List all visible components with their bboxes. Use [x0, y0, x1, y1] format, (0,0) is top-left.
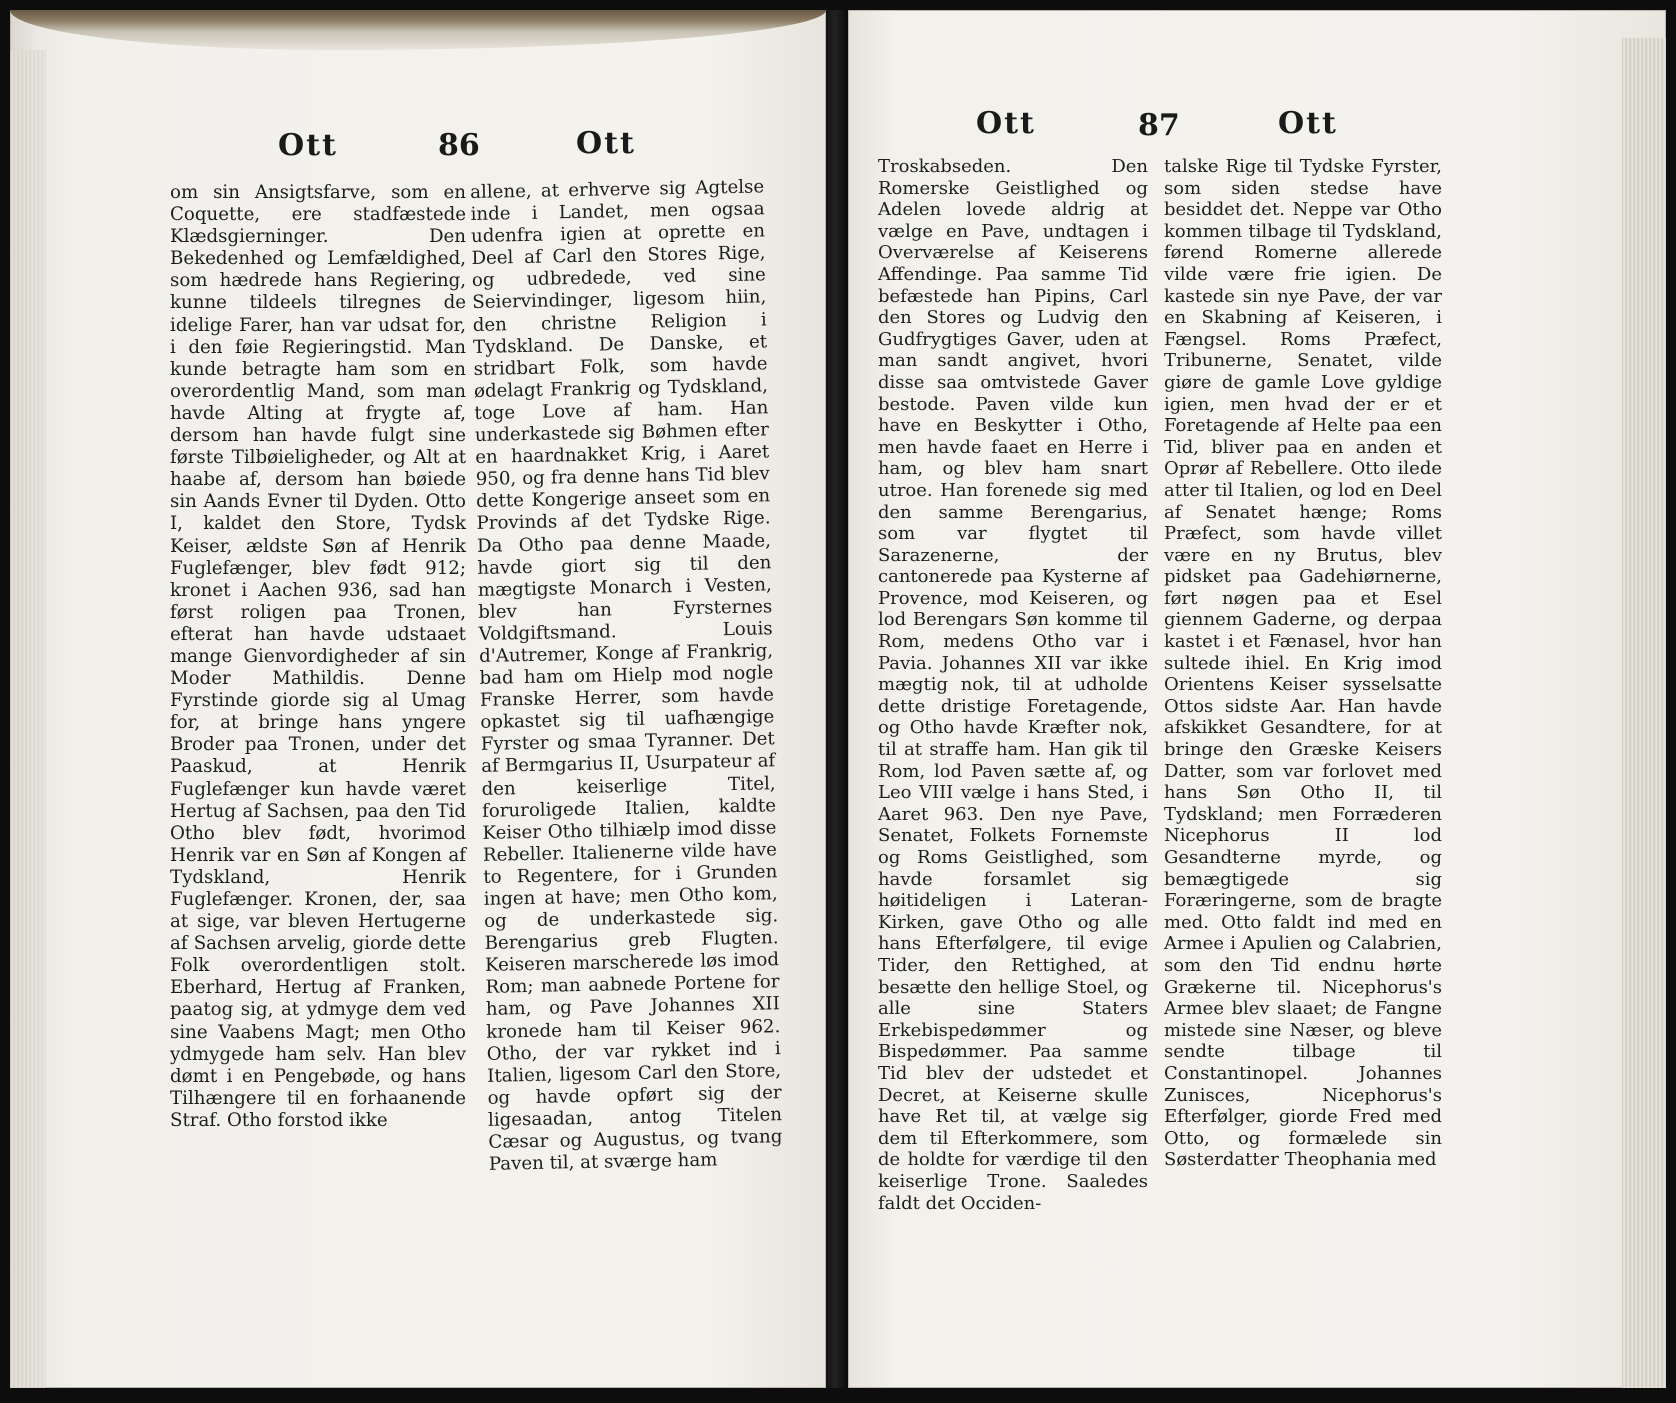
left-page-column-2: allene, at erhverve sig Agtelse inde i Landet, men ogsaa udenfra igien at oprette en Deel af Carl den Stores Rige, og udbredede, ved sine Seiervindinger, ligesom hiin, den christne Religion i Tydskland. De Danske, et stridbart Folk, som havde ødelagt Frankrig og Tydskland, toge Love af ham. Han underkastede sig Bøhmen efter en haardnakket Krig, i Aaret 950, og fra denne hans Tid blev dette Kongerige anseet som en Provinds af det Tydske Rige. Da Otho paa denne Maade, havde giort sig til den mægtigste Monarch i Vesten, blev han Fyrsternes Voldgiftsmand. Louis d'Autremer, Konge af Frankrig, bad ham om Hielp mod nogle Franske Herrer, som havde opkastet sig til uafhængige Fyrster og smaa Tyranner. Det af Bermgarius II, Usurpateur af den keiserlige Titel, foruroligede Italien, kaldte Keiser Otho tilhiælp imod disse Rebeller. Italienerne vilde have to Regentere, for i Grunden ingen at have; men Otho kom, og de underkastede sig. Berengarius greb Flugten. Keiseren marscherede løs imod Rom; man aabnede Portene for ham, og Pave Johannes XII kronede ham til Keiser 962. Otho, der var rykket ind i Italien, ligesom Carl den Store, og havde opført sig der ligesaadan, antog Titelen Cæsar og Augustus, og tvang Paven til, at sværge ham [470, 176, 783, 1175]
right-page-number: 87 [1138, 108, 1180, 143]
right-page-column-2: talske Rige til Tydske Fyrster, som siden stedse have besiddet det. Neppe var Otho kommen tilbage til Tydskland, førend Romerne allerede vilde være frie igien. De kastede sin nye Pave, der var en Skabning af Keiseren, i Fængsel. Roms Præfect, Tribunerne, Senatet, vilde giøre de gamle Love gyldige igien, men hvad der er et Foretagende af Helte paa een Tid, bliver paa en anden et Oprør af Rebellere. Otto ilede atter til Italien, og lod en Deel af Senatet hænge; Roms Præfect, som havde villet være en ny Brutus, blev pidsket paa Gadehiørnerne, ført nøgen paa et Esel giennem Gaderne, og derpaa kastet i et Fænasel, hvor han sultede ihiel. En Krig imod Orientens Keiser sysselsatte Ottos sidste Aar. Han havde afskikket Gesandtere, for at bringe den Græske Keisers Datter, som var forlovet med hans Søn Otho II, til Tydskland; men Forræderen Nicephorus II lod Gesandterne myrde, og bemægtigede sig Foræringerne, som de bragte med. Otto faldt ind med en Armee i Apulien og Calabrien, som den Tid endnu hørte Grækerne til. Nicephorus's Armee blev slaaet; de Fangne mistede sine Næser, og bleve sendte tilbage til Constantinopel. Johannes Zunisces, Nicephorus's Efterfølger, giorde Fred med Otto, og formælede sin Søsterdatter Theophania med [1164, 156, 1442, 1171]
left-page-number: 86 [438, 128, 480, 163]
right-header-word-right: Ott [1278, 106, 1338, 141]
right-page [848, 10, 1666, 1388]
right-page-column-1: Troskabseden. Den Romerske Geistlighed og Adelen lovede aldrig at vælge en Pave, undtagen i Overværelse af Keiserens Affendinge. Paa samme Tid befæstede han Pipins, Carl den Stores og Ludvig den Gudfrygtiges Gaver, uden at man sandt angivet, hvori disse saa omtvistede Gaver bestode. Paven vilde kun have en Beskytter i Otho, men havde faaet en Herre i ham, og blev ham snart utroe. Han forenede sig med den samme Berengarius, som var flygtet til Sarazenerne, der cantonerede paa Kysterne af Provence, mod Keiseren, og lod Berengars Søn komme til Rom, medens Otho var i Pavia. Johannes XII var ikke mægtig nok, til at udholde dette dristige Foretagende, og Otho havde Kræfter nok, til at straffe ham. Han gik til Rom, lod Paven sætte af, og Leo VIII vælge i hans Sted, i Aaret 963. Den nye Pave, Senatet, Folkets Fornemste og Roms Geistlighed, som havde forsamlet sig høitideligen i Lateran-Kirken, gave Otho og alle hans Efterfølgere, til evige Tider, den Rettighed, at besætte den hellige Stoel, og alle sine Staters Erkebispedømmer og Bispedømmer. Paa samme Tid blev der udstedet et Decret, at Keiserne skulle have Ret til, at vælge sig dem til Efterkommere, som de holdte for værdige til den keiserlige Trone. Saaledes faldt det Occiden- [878, 156, 1148, 1214]
book-gutter [826, 10, 848, 1388]
left-header-word-right: Ott [576, 126, 636, 161]
left-header-word-left: Ott [278, 128, 338, 163]
right-header-word-left: Ott [976, 106, 1036, 141]
left-page [10, 10, 826, 1388]
left-page-column-1: om sin Ansigtsfarve, som en Coquette, ere stadfæstede Klædsgierninger. Den Bekedenhed og Lemfældighed, som hædrede hans Regiering, kunne tildeels tilregnes de idelige Farer, han var udsat for, i den føie Regieringstid. Man kunde betragte ham som en overordentlig Mand, som man havde Alting at frygte af, dersom han havde fulgt sine første Tilbøieligheder, og Alt at haabe af, dersom han bøiede sin Aands Evner til Dyden. Otto I, kaldet den Store, Tydsk Keiser, ældste Søn af Henrik Fuglefænger, blev født 912; kronet i Aachen 936, sad han først roligen paa Tronen, efterat han havde udstaaet mange Gienvordigheder af sin Moder Mathildis. Denne Fyrstinde giorde sig al Umag for, at bringe hans yngere Broder paa Tronen, under det Paaskud, at Henrik Fuglefænger kun havde været Hertug af Sachsen, paa den Tid Otho blev født, hvorimod Henrik var en Søn af Kongen af Tydskland, Henrik Fuglefænger. Kronen, der, saa at sige, var bleven Hertugerne af Sachsen arvelig, giorde dette Folk overordentligen stolt. Eberhard, Hertug af Franken, paatog sig, at ydmyge dem ved sine Vaabens Magt; men Otho ydmygede ham selv. Han blev dømt i en Pengebøde, og hans Tilhængere til en forhaanende Straf. Otho forstod ikke [170, 182, 466, 1131]
